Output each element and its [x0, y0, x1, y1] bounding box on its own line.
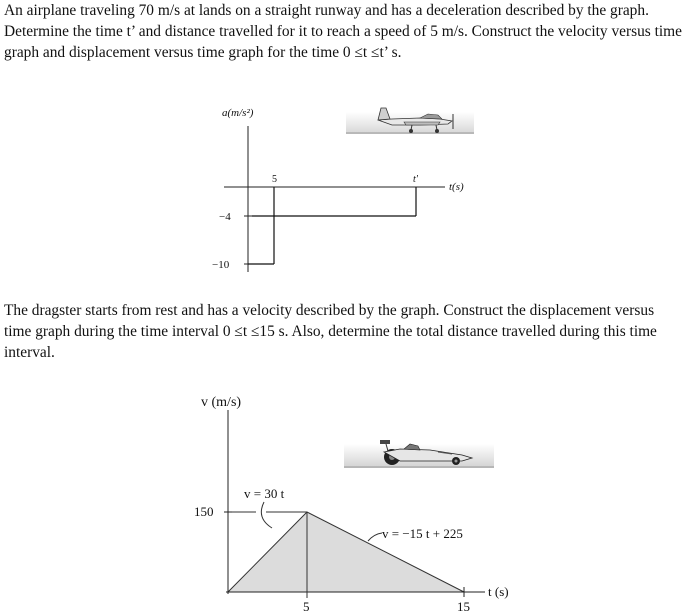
a-chart-ylabel: a(m/s²): [222, 107, 254, 119]
problem-1-text: An airplane traveling 70 m/s at lands on a straight runway and has a deceleration described by the graph. Determine the time t’ and distance travelled for it to reach a speed of 5 m/s. Construct the velocity versus time graph and displacement versus time graph for the time 0 ≤t ≤t’ s.: [4, 2, 682, 61]
v-chart-annotation-rising: v = 30 t: [244, 486, 285, 501]
v-chart-ylabel: v (m/s): [201, 395, 242, 410]
a-chart-xtick-label-5: 5: [272, 174, 277, 185]
a-chart-ytick-label-4: −4: [219, 211, 231, 223]
airplane-landing-icon: [346, 108, 474, 134]
v-chart-xtick-label-15: 15: [457, 599, 470, 614]
v-chart-xtick-label-5: 5: [303, 599, 310, 614]
v-chart-area: [228, 512, 464, 592]
dragster-car-icon: [344, 440, 494, 468]
v-chart-annotation-falling-leader: [368, 533, 382, 541]
v-chart-ytick-label-150: 150: [194, 504, 214, 519]
v-chart-xlabel: t (s): [488, 584, 509, 599]
velocity-chart: [194, 395, 509, 614]
a-chart-ytick-label-10: −10: [212, 259, 230, 271]
a-chart-xtick-label-tprime: t′: [413, 174, 418, 185]
v-chart-annotation-rising-leader: [261, 502, 272, 528]
problem-2-text: The dragster starts from rest and has a velocity described by the graph. Construct the displacement versus time graph during the time interval 0 ≤t ≤15 s. Also, determine the total distance travelled during this time interval.: [4, 302, 657, 361]
v-chart-annotation-falling: v = −15 t + 225: [382, 526, 463, 541]
a-chart-xlabel: t(s): [449, 181, 464, 193]
